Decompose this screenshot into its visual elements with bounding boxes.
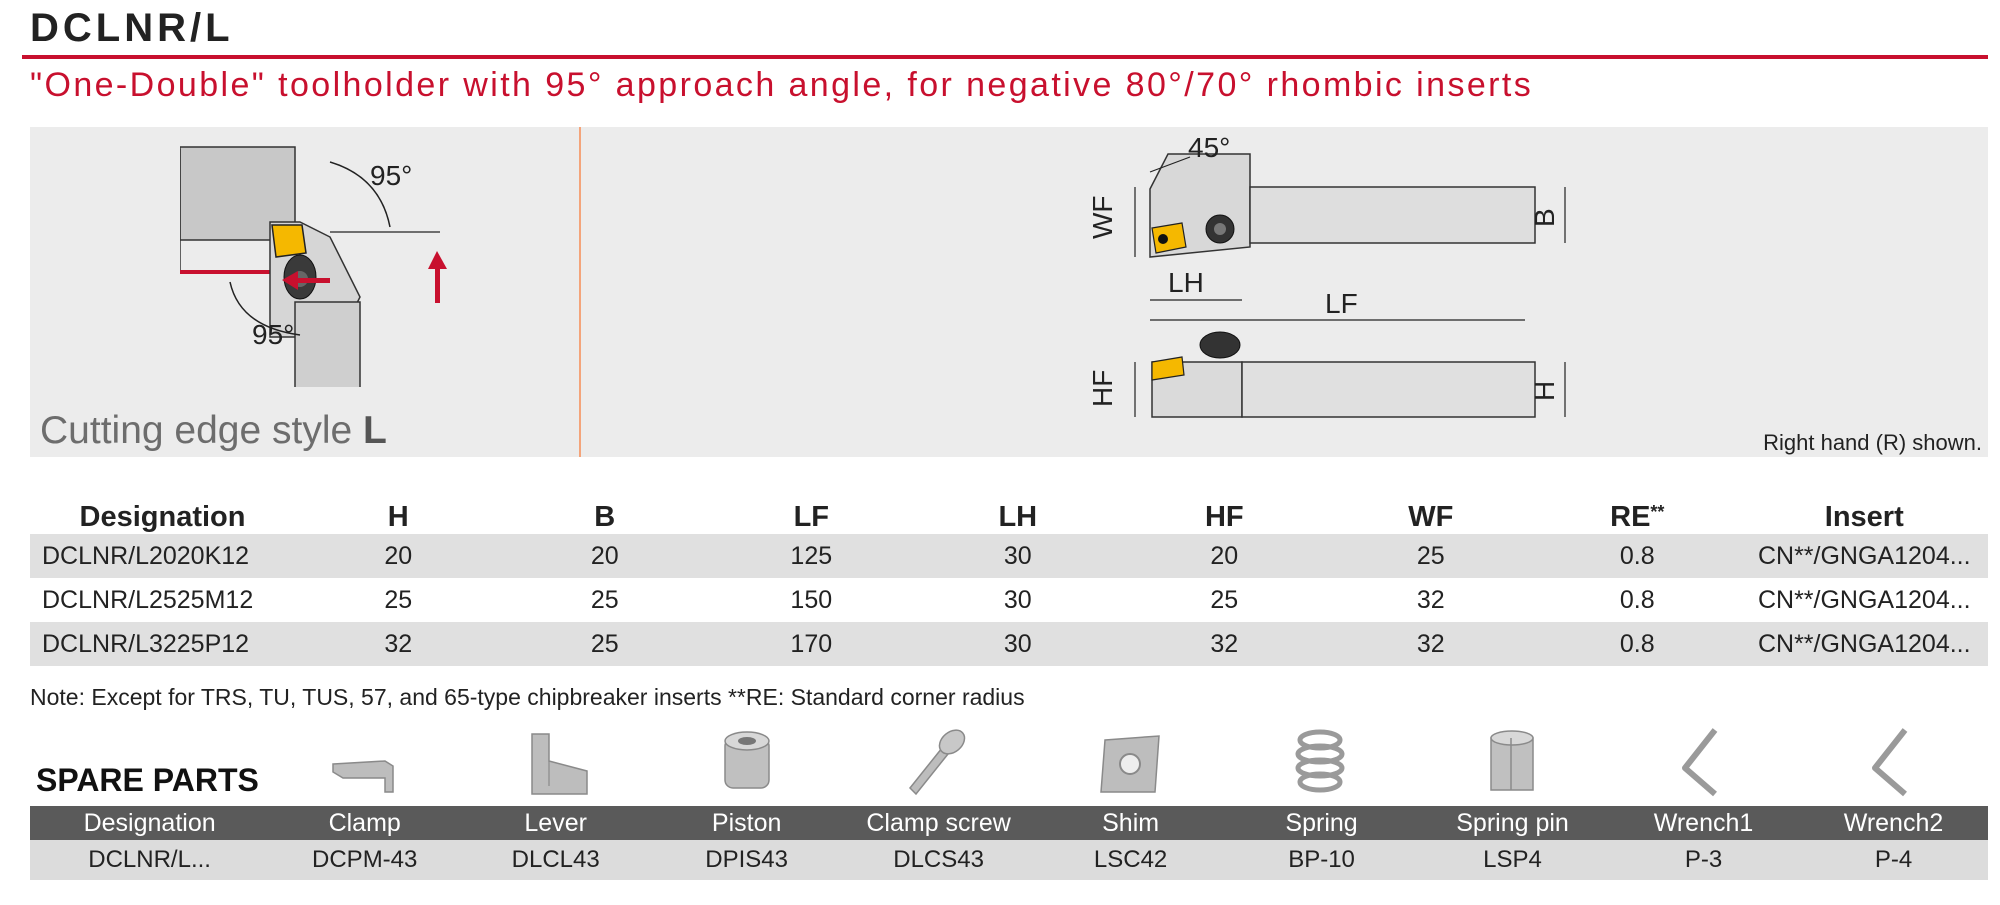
clamp-screw-icon bbox=[900, 726, 975, 796]
dim-lh-label: LH bbox=[1168, 267, 1204, 298]
cell-re: 0.8 bbox=[1534, 622, 1741, 666]
footnote: Note: Except for TRS, TU, TUS, 57, and 65-type chipbreaker inserts **RE: Standard corner radius bbox=[30, 684, 1025, 710]
right-hand-note: Right hand (R) shown. bbox=[1763, 430, 1982, 455]
col-re bbox=[1534, 488, 1741, 534]
wrench2-icon bbox=[1865, 726, 1925, 798]
col-re-text: RE bbox=[1610, 501, 1651, 533]
cell-wf: 32 bbox=[1328, 622, 1535, 666]
spare-col-designation: Designation bbox=[30, 806, 269, 840]
title-underline bbox=[22, 55, 1988, 59]
cell-hf: 32 bbox=[1121, 622, 1328, 666]
top-view-insert bbox=[1152, 223, 1186, 253]
col-insert: Insert bbox=[1824, 501, 1904, 533]
col-wf: WF bbox=[1408, 501, 1454, 533]
cell-designation: DCLNR/L2020K12 bbox=[30, 534, 295, 578]
dim-wf-label: WF bbox=[1087, 195, 1118, 239]
spring-icon bbox=[1285, 726, 1355, 796]
cutting-edge-diagram bbox=[180, 127, 480, 387]
feed-arrow-up bbox=[435, 267, 440, 303]
spare-parts-row bbox=[30, 840, 1988, 880]
spare-cell-wrench2: P-4 bbox=[1799, 840, 1988, 880]
col-lf: LF bbox=[793, 501, 829, 533]
piston-icon bbox=[717, 726, 777, 796]
feed-arrow-left bbox=[295, 278, 330, 283]
table-row bbox=[30, 534, 1988, 578]
cell-b: 25 bbox=[590, 585, 619, 614]
side-view-clamp bbox=[1200, 332, 1240, 358]
cell-wf: 32 bbox=[1416, 585, 1445, 614]
panel-divider bbox=[579, 127, 581, 457]
cell-insert: CN**/GNGA1204... bbox=[1741, 534, 1988, 578]
cell-b: 25 bbox=[502, 622, 709, 666]
spring-pin-icon bbox=[1483, 726, 1543, 796]
cutting-edge-style-label bbox=[40, 409, 387, 453]
spare-col-spring: Spring bbox=[1226, 806, 1417, 840]
cell-hf: 20 bbox=[1121, 534, 1328, 578]
angle-chamfer-label: 45° bbox=[1188, 132, 1231, 163]
cell-lh: 30 bbox=[915, 622, 1122, 666]
dimension-drawing bbox=[1060, 127, 1580, 457]
spare-cell-designation: DCLNR/L... bbox=[30, 840, 269, 880]
spare-parts-title: SPARE PARTS bbox=[36, 762, 259, 798]
feed-arrow-up-head bbox=[428, 251, 447, 269]
spare-col-clamp-screw: Clamp screw bbox=[842, 806, 1035, 840]
cell-lf: 170 bbox=[708, 622, 915, 666]
spare-cell-wrench1: P-3 bbox=[1608, 840, 1799, 880]
diagram-panel bbox=[30, 127, 1988, 457]
spare-cell-shim: LSC42 bbox=[1035, 840, 1226, 880]
clamp-icon bbox=[325, 726, 400, 796]
cell-lh: 30 bbox=[915, 534, 1122, 578]
cell-h: 20 bbox=[295, 534, 502, 578]
spare-cell-clamp: DCPM-43 bbox=[269, 840, 460, 880]
cell-insert: CN**/GNGA1204... bbox=[1757, 585, 1971, 614]
spare-cell-clamp-screw: DLCS43 bbox=[842, 840, 1035, 880]
insert-yellow bbox=[272, 225, 306, 257]
spare-cell-piston: DPIS43 bbox=[651, 840, 842, 880]
spare-col-shim: Shim bbox=[1035, 806, 1226, 840]
spec-table bbox=[30, 488, 1988, 666]
cutting-edge-style-letter: L bbox=[363, 409, 387, 452]
cell-lf: 125 bbox=[708, 534, 915, 578]
cutting-edge-style-text: Cutting edge style bbox=[40, 409, 364, 452]
dim-h-label: H bbox=[1529, 380, 1560, 401]
cell-hf: 25 bbox=[1210, 585, 1239, 614]
cell-insert: CN**/GNGA1204... bbox=[1741, 622, 1988, 666]
col-lh: LH bbox=[998, 501, 1038, 533]
col-re-mark: ** bbox=[1650, 502, 1665, 522]
angle-bottom-label: 95° bbox=[252, 319, 295, 350]
shim-icon bbox=[1095, 726, 1165, 796]
dim-lf-label: LF bbox=[1325, 288, 1358, 319]
cell-lf: 150 bbox=[790, 585, 833, 614]
cell-designation: DCLNR/L3225P12 bbox=[30, 622, 295, 666]
table-row bbox=[30, 622, 1988, 666]
spare-cell-spring-pin: LSP4 bbox=[1417, 840, 1608, 880]
col-designation: Designation bbox=[79, 501, 246, 533]
spare-col-piston: Piston bbox=[651, 806, 842, 840]
cell-designation: DCLNR/L2525M12 bbox=[42, 585, 254, 614]
spare-col-wrench1: Wrench1 bbox=[1608, 806, 1799, 840]
wrench1-icon bbox=[1675, 726, 1735, 798]
cell-lh: 30 bbox=[1003, 585, 1032, 614]
spec-header-row bbox=[30, 488, 1988, 534]
page-title: DCLNR/L bbox=[30, 6, 234, 50]
spare-parts-table bbox=[30, 806, 1988, 880]
col-h: H bbox=[387, 501, 409, 533]
col-hf: HF bbox=[1204, 501, 1244, 533]
cell-re: 0.8 bbox=[1534, 534, 1741, 578]
spare-cell-lever: DLCL43 bbox=[460, 840, 651, 880]
cell-h: 25 bbox=[384, 585, 413, 614]
top-view-clamp-screw bbox=[1214, 223, 1226, 235]
cell-re: 0.8 bbox=[1619, 585, 1655, 614]
spare-col-lever: Lever bbox=[460, 806, 651, 840]
table-row bbox=[30, 578, 1988, 622]
top-view-shank bbox=[1250, 187, 1535, 243]
dim-b-label: B bbox=[1529, 208, 1560, 227]
spare-cell-spring: BP-10 bbox=[1226, 840, 1417, 880]
cell-b: 20 bbox=[502, 534, 709, 578]
dim-hf-label: HF bbox=[1087, 369, 1118, 407]
cell-wf: 25 bbox=[1328, 534, 1535, 578]
side-view-shank bbox=[1242, 362, 1535, 417]
spare-col-spring-pin: Spring pin bbox=[1417, 806, 1608, 840]
lever-icon bbox=[517, 726, 592, 796]
spare-col-wrench2: Wrench2 bbox=[1799, 806, 1988, 840]
page-subtitle: "One-Double" toolholder with 95° approach angle, for negative 80°/70° rhombic inserts bbox=[30, 66, 1534, 104]
cell-h: 32 bbox=[295, 622, 502, 666]
col-b: B bbox=[594, 501, 616, 533]
lower-holder bbox=[295, 302, 360, 387]
spare-header-row bbox=[30, 806, 1988, 840]
top-view-insert-hole bbox=[1158, 234, 1168, 244]
angle-top-label: 95° bbox=[370, 160, 413, 191]
spare-col-clamp: Clamp bbox=[269, 806, 460, 840]
